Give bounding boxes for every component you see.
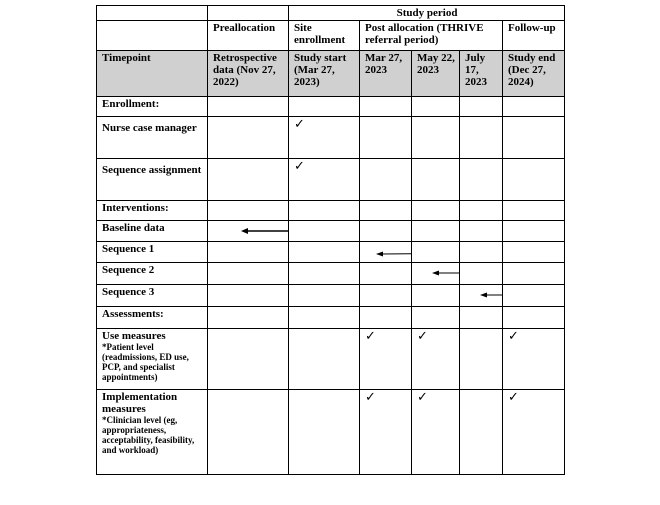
sequence-2-arrow <box>412 263 460 283</box>
sequence-1-arrow <box>360 242 412 262</box>
phase-post-allocation: Post allocation (THRIVE referral period) <box>360 21 503 51</box>
sequence-2-arrow-cell <box>412 263 460 285</box>
row-label-baseline-data: Baseline data <box>97 221 208 242</box>
table-row <box>97 285 565 307</box>
study-period-header: Study period <box>289 6 565 21</box>
table-row <box>97 117 565 159</box>
timepoint-may-22: May 22, 2023 <box>412 51 460 97</box>
table-row <box>97 263 565 285</box>
table-row <box>97 307 565 329</box>
implementation-measures-note: *Clinician level (eg, appropriateness, acceptability, feasibility, and workload) <box>102 415 195 455</box>
row-label-sequence-1: Sequence 1 <box>97 242 208 263</box>
table-row <box>97 390 565 475</box>
timepoint-study-end: Study end (Dec 27, 2024) <box>503 51 565 97</box>
check-mark: ✓ <box>360 390 412 475</box>
use-measures-note: *Patient level (readmissions, ED use, PCP, and specialist appointments) <box>102 342 189 382</box>
baseline-data-arrow <box>208 221 289 241</box>
check-mark: ✓ <box>289 159 360 201</box>
timepoint-row <box>97 51 565 97</box>
check-mark: ✓ <box>412 329 460 390</box>
table-row <box>97 201 565 221</box>
row-label-sequence-2: Sequence 2 <box>97 263 208 285</box>
sequence-3-arrow <box>460 285 503 305</box>
row-label-use-measures <box>97 329 208 390</box>
phase-site-enrollment: Site enrollment <box>289 21 360 51</box>
check-mark: ✓ <box>503 329 565 390</box>
header-row-study-period <box>97 6 565 21</box>
table-row <box>97 242 565 263</box>
check-mark: ✓ <box>289 117 360 159</box>
check-mark: ✓ <box>360 329 412 390</box>
implementation-measures-title: Implementation measures <box>102 391 178 415</box>
row-label-nurse-case-manager: Nurse case manager <box>97 117 208 159</box>
phase-follow-up: Follow-up <box>503 21 565 51</box>
baseline-arrow-cell <box>208 221 289 242</box>
table-row <box>97 97 565 117</box>
row-label-sequence-assignment: Sequence assignment <box>97 159 208 201</box>
timepoint-retrospective: Retrospective data (Nov 27, 2022) <box>208 51 289 97</box>
study-schedule-table <box>96 5 565 475</box>
section-label-interventions: Interventions: <box>97 201 208 221</box>
table-row <box>97 159 565 201</box>
empty-cell <box>208 6 289 21</box>
sequence-1-arrow-cell <box>360 242 412 263</box>
row-label-implementation-measures <box>97 390 208 475</box>
timepoint-label: Timepoint <box>97 51 208 97</box>
table-row <box>97 329 565 390</box>
use-measures-title: Use measures <box>102 330 166 342</box>
timepoint-july-17: July 17, 2023 <box>460 51 503 97</box>
empty-cell <box>97 6 208 21</box>
check-mark: ✓ <box>412 390 460 475</box>
table-row <box>97 221 565 242</box>
row-label-sequence-3: Sequence 3 <box>97 285 208 307</box>
empty-cell <box>97 21 208 51</box>
check-mark: ✓ <box>503 390 565 475</box>
header-row-phases <box>97 21 565 51</box>
section-label-assessments: Assessments: <box>97 307 208 329</box>
sequence-3-arrow-cell <box>460 285 503 307</box>
section-label-enrollment: Enrollment: <box>97 97 208 117</box>
timepoint-mar-27: Mar 27, 2023 <box>360 51 412 97</box>
timepoint-study-start: Study start (Mar 27, 2023) <box>289 51 360 97</box>
phase-preallocation: Preallocation <box>208 21 289 51</box>
